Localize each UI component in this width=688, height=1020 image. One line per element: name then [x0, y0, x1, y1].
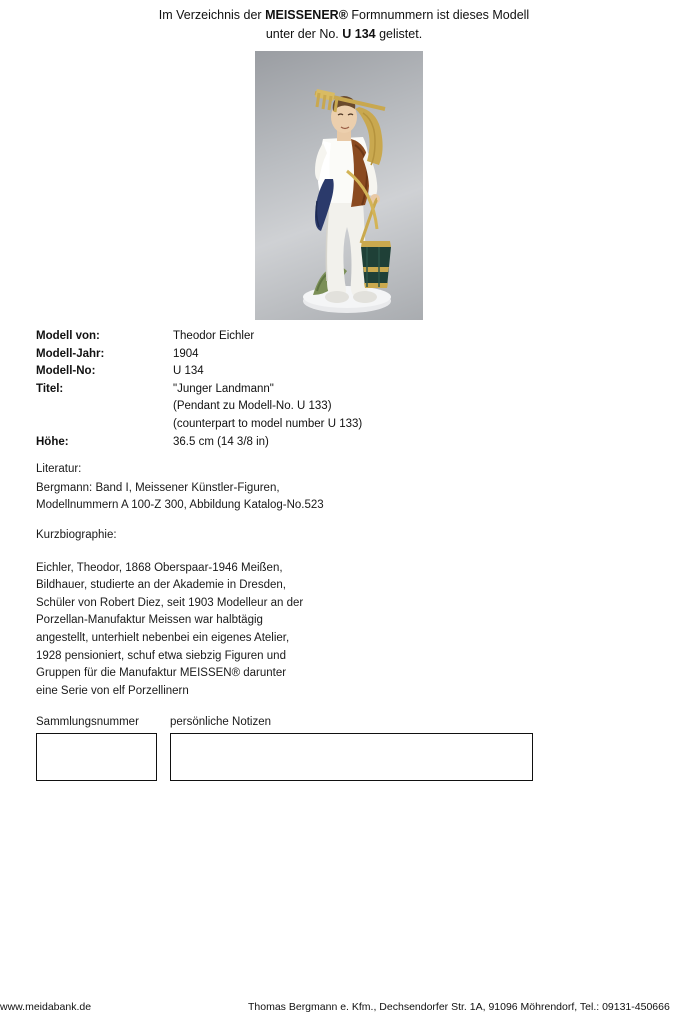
- biography-line: eine Serie von elf Porzellinern: [36, 684, 189, 697]
- figure-photo: [255, 51, 423, 320]
- company-address: Thomas Bergmann e. Kfm., Dechsendorfer Str. 1A, 91096 Möhrendorf, Tel.: 09131-450666: [248, 1001, 670, 1013]
- table-row: [36, 381, 556, 399]
- table-row: [36, 363, 556, 381]
- biography-heading: Kurzbiographie:: [36, 529, 117, 541]
- header-line1-pre: Im Verzeichnis der: [158, 8, 266, 22]
- detail-value: 36.5 cm (14 3/8 in): [173, 435, 269, 448]
- header-line-2: [0, 25, 688, 44]
- literature-section: [36, 461, 576, 515]
- detail-value: "Junger Landmann": [173, 382, 274, 395]
- detail-label: Titel:: [36, 382, 64, 395]
- detail-label: Modell von:: [36, 330, 100, 342]
- model-details-table: [36, 328, 556, 451]
- model-number-inline: U 134: [342, 27, 376, 41]
- page-title: [0, 0, 688, 44]
- brand-meissener: MEISSENER®: [265, 8, 348, 22]
- literature-heading: Literatur:: [36, 463, 82, 475]
- detail-value: Theodor Eichler: [173, 330, 255, 342]
- biography-line: Bildhauer, studierte an der Akademie in Dresden,: [36, 579, 286, 592]
- literature-line-1: Bergmann: Band I, Meissener Künstler-Figuren,: [36, 481, 280, 494]
- detail-value: U 134: [173, 365, 204, 378]
- detail-label: [36, 416, 173, 434]
- biography-line: Gruppen für die Manufaktur MEISSEN® darunter: [36, 667, 287, 680]
- biography-line: Schüler von Robert Diez, seit 1903 Modelleur an der: [36, 596, 304, 609]
- table-row: [36, 328, 556, 346]
- detail-label: [36, 398, 173, 416]
- header-line2-pre: unter der No.: [265, 27, 343, 41]
- biography-section: [36, 527, 496, 700]
- personal-notes-label: persönliche Notizen: [170, 716, 272, 728]
- literature-line-2: Modellnummern A 100-Z 300, Abbildung Katalog-No.523: [36, 499, 324, 512]
- biography-line: 1928 pensioniert, schuf etwa siebzig Figuren und: [36, 649, 286, 662]
- detail-label: Modell-No:: [36, 365, 96, 378]
- detail-value: (counterpart to model number U 133): [173, 417, 363, 430]
- personal-notes-input[interactable]: [170, 733, 533, 781]
- collection-number-input[interactable]: [36, 733, 157, 781]
- header-line2-post: gelistet.: [375, 27, 423, 41]
- detail-value: 1904: [173, 347, 199, 360]
- table-row: [36, 398, 556, 416]
- biography-line: angestellt, unterhielt nebenbei ein eigenes Atelier,: [36, 631, 290, 644]
- table-row: [36, 434, 556, 452]
- porcelain-figure-illustration: [255, 51, 423, 320]
- header-line-1: [0, 6, 688, 25]
- detail-label: Höhe:: [36, 435, 69, 448]
- detail-label: Modell-Jahr:: [36, 347, 105, 360]
- collection-number-label: Sammlungsnummer: [36, 716, 139, 728]
- biography-line: Porzellan-Manufaktur Meissen war halbtägig: [36, 614, 263, 627]
- website-link[interactable]: www.meidabank.de: [0, 1001, 92, 1013]
- table-row: [36, 416, 556, 434]
- header-line1-post: Formnummern ist dieses Modell: [347, 8, 530, 22]
- biography-line: Eichler, Theodor, 1868 Oberspaar-1946 Meißen,: [36, 561, 283, 574]
- table-row: [36, 346, 556, 364]
- detail-value: (Pendant zu Modell-No. U 133): [173, 400, 332, 413]
